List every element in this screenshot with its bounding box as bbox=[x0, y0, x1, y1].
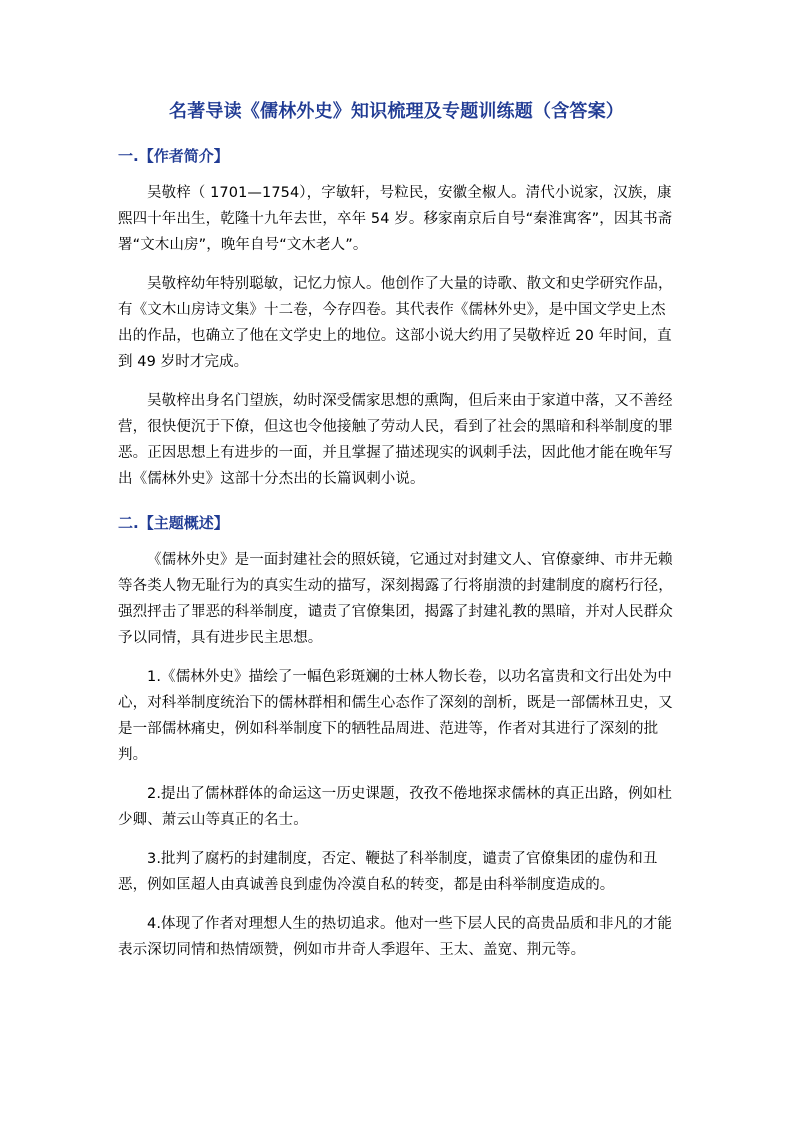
theme-overview-paragraph-1: 《儒林外史》是一面封建社会的照妖镜，它通过对封建文人、官僚豪绅、市井无赖等各类人物无耻行为的真实生动的描写，深刻揭露了行将崩溃的封建制度的腐朽行径，强烈抨击了罪恶的科举制度，谴责了官僚集团，揭露了封建礼教的黑暗，并对人民群众予以同情，具有进步民主思想。 bbox=[118, 552, 673, 646]
section-heading-author-intro: 一.【作者简介】 bbox=[118, 147, 229, 165]
theme-overview-paragraph-3: 2.提出了儒林群体的命运这一历史课题，孜孜不倦地探求儒林的真正出路，例如杜少卿、萧云山等真正的名士。 bbox=[118, 786, 673, 828]
theme-overview-paragraph-4: 3.批判了腐朽的封建制度，否定、鞭挞了科举制度，谴责了官僚集团的虚伪和丑恶，例如匡超人由真诚善良到虚伪冷漠自私的转变，都是由科举制度造成的。 bbox=[118, 851, 658, 893]
section-author-intro bbox=[118, 144, 675, 492]
author-intro-paragraph-2: 吴敬梓幼年特别聪敏，记忆力惊人。他创作了大量的诗歌、散文和史学研究作品，有《文木山房诗文集》十二卷，今存四卷。其代表作《儒林外史》，是中国文学史上杰出的作品，也确立了他在文学史上的地位。这部小说大约用了吴敬梓近 20 年时间，直到 49 岁时才完成。 bbox=[118, 276, 673, 370]
document-title: 名著导读《儒林外史》知识梳理及专题训练题（含答案） bbox=[169, 101, 624, 122]
document-content bbox=[118, 98, 675, 976]
section-theme-overview bbox=[118, 511, 675, 963]
theme-overview-paragraph-5: 4.体现了作者对理想人生的热切追求。他对一些下层人民的高贵品质和非凡的才能表示深切同情和热情颂赞，例如市井奇人季遐年、王太、盖宽、荆元等。 bbox=[118, 916, 673, 958]
theme-overview-paragraph-2: 1.《儒林外史》描绘了一幅色彩斑斓的士林人物长卷，以功名富贵和文行出处为中心，对科举制度统治下的儒林群相和儒生心态作了深刻的剖析，既是一部儒林丑史，又是一部儒林痛史，例如科举制度下的牺牲品周进、范进等，作者对其进行了深刻的批判。 bbox=[118, 669, 673, 763]
section-heading-theme-overview: 二.【主题概述】 bbox=[118, 514, 229, 532]
author-intro-paragraph-3: 吴敬梓出身名门望族，幼时深受儒家思想的熏陶，但后来由于家道中落，又不善经营，很快便沉于下僚，但这也令他接触了劳动人民，看到了社会的黑暗和科举制度的罪恶。正因思想上有进步的一面，并且掌握了描述现实的讽刺手法，因此他才能在晚年写出《儒林外史》这部十分杰出的长篇讽刺小说。 bbox=[118, 393, 673, 487]
author-intro-paragraph-1: 吴敬梓（ 1701—1754），字敏轩，号粒民，安徽全椒人。清代小说家，汉族，康熙四十年出生，乾隆十九年去世，卒年 54 岁。移家南京后自号“秦淮寓客”，因其书斋署“文木山房”，晚年自号“文木老人”。 bbox=[118, 185, 673, 253]
